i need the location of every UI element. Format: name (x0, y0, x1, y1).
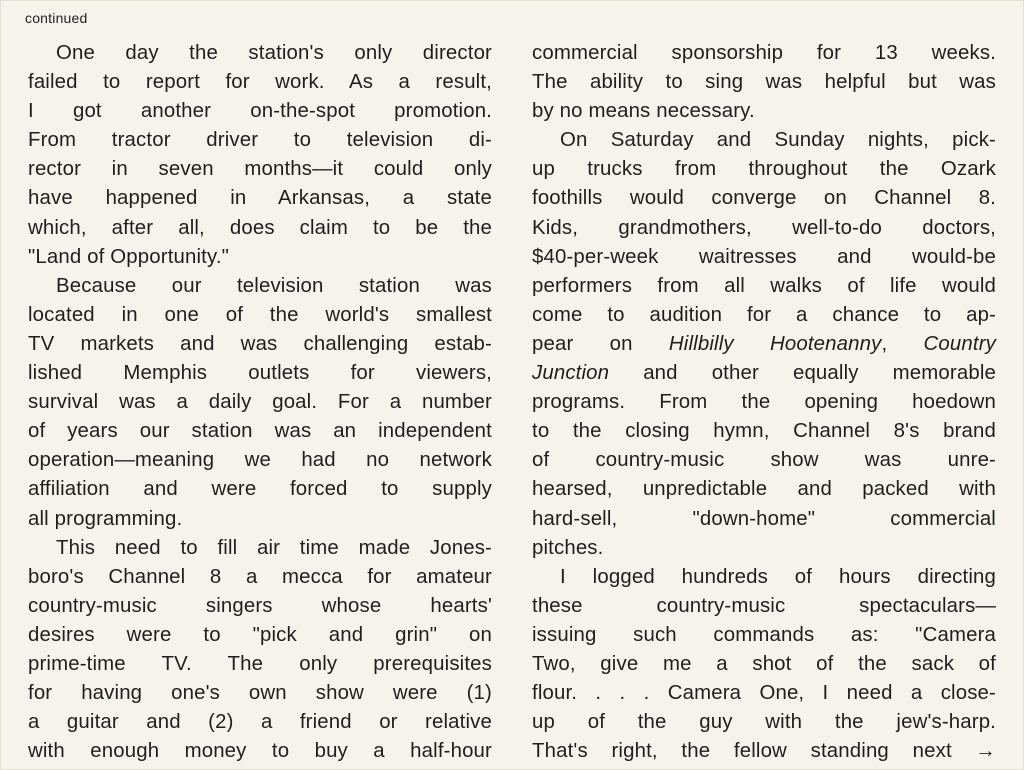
text-line-continued-arrow: That's right, the fellow standing next → (532, 740, 996, 763)
text-line: Kids, grandmothers, well-to-do doctors, (532, 216, 996, 239)
text-line: Two, give me a shot of the sack of (532, 652, 996, 675)
text-line-with-titles (532, 330, 996, 359)
text-line: for having one's own show were (1) (28, 682, 492, 705)
text-line: lished Memphis outlets for viewers, (28, 362, 492, 385)
text-line: boro's Channel 8 a mecca for amateur (28, 565, 492, 588)
text-line: "Land of Opportunity." (28, 245, 230, 268)
text-line: of years our station was an independent (28, 420, 492, 443)
text-line: Because our television station was (56, 274, 492, 297)
show-title-hillbilly-hootenanny: Hillbilly Hootenanny (668, 332, 882, 355)
text-line: failed to report for work. As a result, (28, 71, 492, 94)
text-line: with enough money to buy a half-hour (28, 740, 492, 763)
text-line: issuing such commands as: "Camera (532, 623, 996, 646)
text-line: TV markets and was challenging estab- (28, 332, 492, 355)
text-line: performers from all walks of life would (532, 274, 996, 297)
text-line: a guitar and (2) a friend or relative (28, 711, 492, 734)
text-line: all programming. (28, 507, 183, 530)
right-column (532, 39, 996, 766)
left-column (28, 39, 492, 766)
text-line: commercial sponsorship for 13 weeks. (532, 42, 996, 64)
text-line: these country-music spectaculars— (532, 594, 996, 617)
text-line: flour. . . . Camera One, I need a close- (532, 682, 996, 705)
text-line: $40-per-week waitresses and would-be (532, 245, 996, 268)
text-line-with-title (532, 359, 996, 388)
text-line: From tractor driver to television di- (28, 129, 492, 152)
show-title-country-junction-part1: Country (923, 332, 996, 355)
text-line: survival was a daily goal. For a number (28, 391, 492, 414)
text-line: I logged hundreds of hours directing (560, 565, 996, 588)
text-fragment: and other equally memorable (609, 362, 996, 385)
text-line: The ability to sing was helpful but was (532, 71, 996, 94)
text-line: This need to fill air time made Jones- (56, 536, 492, 559)
text-line: One day the station's only director (56, 42, 492, 64)
text-line: country-music singers whose hearts' (28, 594, 492, 617)
text-line: up of the guy with the jew's-harp. (532, 711, 996, 734)
text-line: desires were to "pick and grin" on (28, 623, 492, 646)
text-line: On Saturday and Sunday nights, pick- (560, 129, 996, 152)
text-line: rector in seven months—it could only (28, 158, 492, 181)
text-line: pitches. (532, 536, 604, 559)
text-line: programs. From the opening hoedown (532, 391, 996, 414)
text-line: which, after all, does claim to be the (28, 216, 492, 239)
continued-label: continued (25, 10, 88, 26)
text-line: by no means necessary. (532, 100, 755, 123)
text-line: of country-music show was unre- (532, 449, 996, 472)
text-line: have happened in Arkansas, a state (28, 187, 492, 210)
show-title-country-junction-part2: Junction (532, 362, 610, 385)
text-line: prime-time TV. The only prerequisites (28, 652, 492, 675)
text-line: come to audition for a chance to ap- (532, 303, 996, 326)
text-fragment: pear on (532, 332, 669, 355)
text-line: to the closing hymn, Channel 8's brand (532, 420, 996, 443)
text-line: affiliation and were forced to supply (28, 478, 492, 501)
text-line: hearsed, unpredictable and packed with (532, 478, 996, 501)
text-line: I got another on-the-spot promotion. (28, 100, 492, 123)
text-fragment: , (881, 332, 924, 355)
text-line: located in one of the world's smallest (28, 303, 492, 326)
text-line: operation—meaning we had no network (28, 449, 492, 472)
text-line: foothills would converge on Channel 8. (532, 187, 996, 210)
text-line: up trucks from throughout the Ozark (532, 158, 996, 181)
text-line: hard-sell, "down-home" commercial (532, 507, 996, 530)
